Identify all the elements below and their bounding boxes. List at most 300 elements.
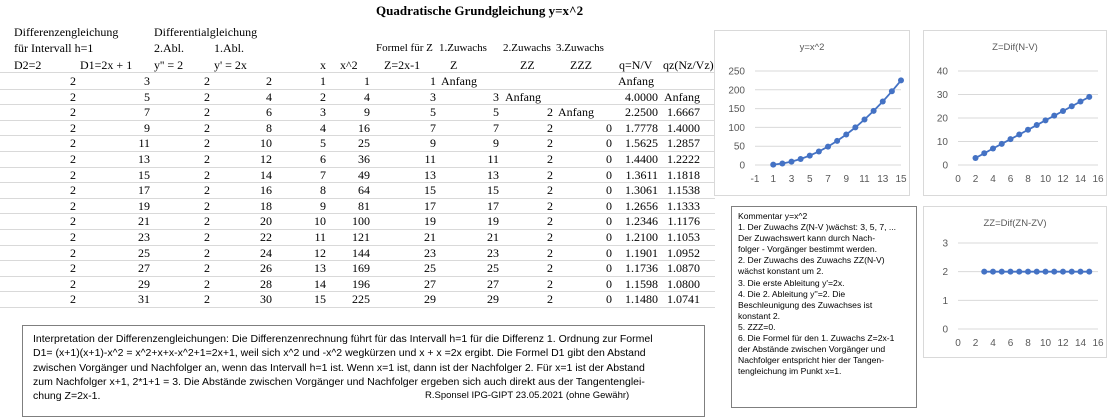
data-point [1069, 269, 1075, 275]
table-cell[interactable]: 0 [606, 261, 612, 276]
table-cell[interactable]: 1.0741 [667, 292, 700, 307]
series-line [773, 80, 901, 164]
interpretation-line: zwischen Vorgänger und Nachfolger an, wenn das Intervall h=1 ist. Wenn x=1 ist, dann ist der Nachfolger 2. Für x=1 ist der Abstand [33, 361, 645, 374]
chart-title: y=x^2 [799, 42, 825, 53]
table-cell[interactable]: 31 [138, 292, 150, 307]
table-cell[interactable]: 2 [547, 214, 553, 229]
table-cell[interactable]: 1.7778 [625, 120, 658, 135]
header-2-zuwachs[interactable]: 2.Zuwachs [503, 42, 551, 54]
header-x[interactable]: x [320, 58, 326, 72]
table-cell[interactable]: 9 [144, 120, 150, 135]
chart-z[interactable] [923, 30, 1107, 196]
y-tick-label: 50 [733, 141, 745, 153]
table-cell[interactable]: 2 [204, 74, 210, 88]
table-cell[interactable]: 25 [358, 136, 370, 151]
table-cell[interactable]: 2 [547, 198, 553, 213]
y-tick-label: 0 [739, 160, 745, 172]
table-cell[interactable]: Anfang [618, 74, 654, 88]
table-cell[interactable]: 19 [138, 198, 150, 213]
header-differenzengleichung[interactable]: Differenzengleichung [14, 25, 119, 39]
table-cell[interactable]: 2 [547, 183, 553, 198]
table-cell[interactable]: 15 [424, 183, 436, 198]
comment-lines [738, 211, 910, 377]
table-cell[interactable]: 7 [144, 105, 150, 120]
y-tick-label: 100 [728, 122, 745, 134]
table-cell[interactable]: 1.1736 [625, 261, 658, 276]
table-cell[interactable]: 21 [424, 230, 436, 244]
table-cell[interactable]: 21 [487, 230, 499, 244]
table-cell[interactable]: 196 [352, 276, 370, 291]
y-tick-label: 10 [936, 137, 948, 148]
x-tick-label: 14 [1074, 338, 1087, 349]
table-cell[interactable]: 1.1598 [625, 276, 658, 291]
comment-line: 4. Die 2. Ableitung y''=2. Die [738, 288, 846, 299]
header-zzz[interactable]: ZZZ [570, 58, 592, 72]
table-cell[interactable]: 17 [138, 183, 150, 198]
table-cell[interactable]: 2 [204, 245, 210, 260]
data-point [807, 153, 813, 159]
table-cell[interactable]: 100 [352, 214, 370, 229]
header-z[interactable]: Z [450, 58, 458, 72]
table-cell[interactable]: 6 [266, 105, 272, 120]
data-point [999, 141, 1005, 147]
table-cell[interactable]: 2 [547, 276, 553, 291]
table-cell[interactable]: 2 [204, 276, 210, 291]
table-cell[interactable]: 3 [144, 74, 150, 88]
table-cell[interactable]: 0 [606, 230, 612, 244]
table-cell[interactable]: 5 [493, 105, 499, 120]
table-cell[interactable]: 0 [606, 152, 612, 166]
data-point [973, 155, 979, 161]
header-d2[interactable]: D2=2 [14, 58, 42, 72]
table-cell[interactable]: 11 [424, 152, 436, 166]
x-tick-label: 8 [1025, 338, 1031, 349]
table-cell[interactable]: 16 [260, 183, 272, 198]
x-tick-label: 13 [877, 174, 889, 185]
table-cell[interactable]: 3 [493, 89, 499, 104]
comment-line: 3. Die erste Ableitung y'=2x. [738, 277, 845, 288]
header-qz[interactable]: qz(Nz/Vz) [663, 58, 714, 72]
table-cell[interactable]: 2 [70, 120, 76, 135]
table-cell[interactable]: 225 [352, 292, 370, 307]
x-tick-label: 5 [806, 174, 813, 185]
table-cell[interactable]: 1.3061 [625, 183, 658, 198]
comment-line: 5. ZZZ=0. [738, 321, 776, 332]
table-cell[interactable]: 30 [260, 292, 272, 307]
table-cell[interactable]: 2 [547, 245, 553, 260]
table-cell[interactable]: 13 [138, 152, 150, 166]
data-point [1060, 108, 1066, 114]
table-cell[interactable]: 1.0952 [667, 245, 700, 260]
table-cell[interactable]: 2 [70, 261, 76, 276]
data-point [1069, 103, 1075, 109]
table-cell[interactable]: 26 [260, 261, 272, 276]
table-cell[interactable]: 27 [424, 276, 436, 291]
x-tick-label: 7 [825, 174, 831, 185]
interpretation-line: D1= (x+1)(x+1)-x^2 = x^2+x+x-x^2+1=2x+1, weil sich x^2 und -x^2 wegkürzen und x + x =2x ergibt. Die Formel D1 gibt den Abstand [33, 347, 646, 360]
data-point [1078, 99, 1084, 105]
table-cell[interactable]: 23 [487, 245, 499, 260]
x-tick-label: 6 [1007, 174, 1014, 185]
table-cell[interactable]: 169 [352, 261, 370, 276]
table-cell[interactable]: 1.1818 [667, 167, 700, 182]
table-cell[interactable]: 2 [204, 152, 210, 166]
table-cell[interactable]: 2 [204, 261, 210, 276]
x-tick-label: 0 [955, 174, 961, 185]
table-cell[interactable]: 2 [547, 120, 553, 135]
table-cell[interactable]: 13 [487, 167, 499, 182]
header-3-zuwachs[interactable]: 3.Zuwachs [556, 42, 604, 54]
table-cell[interactable]: 1.0800 [667, 276, 700, 291]
chart-y-x2-svg [715, 31, 909, 195]
table-cell[interactable]: 23 [138, 230, 150, 244]
table-cell[interactable]: 11 [138, 136, 150, 151]
table-cell[interactable]: 2 [70, 74, 76, 88]
table-cell[interactable]: 121 [352, 230, 370, 244]
table-cell[interactable]: 2 [70, 183, 76, 198]
table-cell[interactable]: 17 [487, 198, 499, 213]
table-cell[interactable]: 25 [138, 245, 150, 260]
table-cell[interactable]: 4 [266, 89, 272, 104]
header-formel-fuer-z[interactable]: Formel für Z [376, 42, 433, 54]
table-cell[interactable]: 18 [260, 198, 272, 213]
table-cell[interactable]: 13 [424, 167, 436, 182]
table-cell[interactable]: 25 [424, 261, 436, 276]
header-z-formula[interactable]: Z=2x-1 [384, 58, 421, 72]
table-cell[interactable]: 2 [547, 152, 553, 166]
table-cell[interactable]: 2 [70, 105, 76, 120]
data-point [843, 132, 849, 138]
comment-line: konstant 2. [738, 310, 781, 321]
header-1abl[interactable]: 1.Abl. [214, 41, 244, 55]
table-cell[interactable]: 0 [606, 276, 612, 291]
table-cell[interactable]: 8 [320, 183, 326, 198]
table-cell[interactable]: 2 [204, 292, 210, 307]
table-cell[interactable]: 0 [606, 183, 612, 198]
table-cell[interactable]: 15 [138, 167, 150, 182]
table-cell[interactable]: 15 [314, 292, 326, 307]
table-cell[interactable]: 3 [430, 89, 436, 104]
table-cell[interactable]: 2 [70, 89, 76, 104]
chart-zz-svg [924, 207, 1106, 357]
table-cell[interactable]: 2 [70, 167, 76, 182]
data-point [1043, 117, 1049, 123]
data-point [825, 144, 831, 150]
table-cell[interactable]: 9 [430, 136, 436, 151]
x-tick-label: 1 [770, 174, 777, 185]
table-cell[interactable]: 2 [204, 183, 210, 198]
x-tick-label: 4 [990, 174, 996, 185]
table-cell[interactable]: 36 [358, 152, 370, 166]
table-cell[interactable]: 1.4000 [667, 120, 700, 135]
data-point [1078, 269, 1084, 275]
table-cell[interactable]: 1.1053 [667, 230, 700, 244]
data-point [880, 98, 886, 104]
comment-line: Der Zuwachswert kann durch Nach- [738, 233, 876, 244]
table-cell[interactable]: 0 [606, 198, 612, 213]
table-cell[interactable]: 9 [364, 105, 370, 120]
table-cell[interactable]: 2 [204, 105, 210, 120]
data-point [1008, 136, 1014, 142]
table-cell[interactable]: 12 [260, 152, 272, 166]
table-cell[interactable]: 16 [358, 120, 370, 135]
data-point [789, 159, 795, 165]
table-cell[interactable]: 1.2222 [667, 152, 700, 166]
table-cell[interactable]: 2 [547, 136, 553, 151]
header-y2[interactable]: y'' = 2 [154, 58, 184, 72]
table-cell[interactable]: 1.1901 [625, 245, 658, 260]
table-cell[interactable]: 2 [547, 261, 553, 276]
interpretation-box [22, 325, 705, 417]
x-tick-label: 16 [1092, 338, 1104, 349]
table-cell[interactable]: 6 [320, 152, 326, 166]
table-cell[interactable]: 2 [547, 105, 553, 120]
x-tick-label: 6 [1007, 338, 1014, 349]
table-cell[interactable]: 7 [320, 167, 326, 182]
table-cell[interactable]: 2 [204, 136, 210, 151]
table-cell[interactable]: 4.0000 [625, 89, 658, 104]
x-tick-label: 15 [895, 174, 907, 185]
table-cell[interactable]: Anfang [441, 74, 477, 88]
table-cell[interactable]: 19 [487, 214, 499, 229]
table-cell[interactable]: 2 [70, 292, 76, 307]
table-cell[interactable]: 28 [260, 276, 272, 291]
x-tick-label: 16 [1092, 174, 1104, 185]
data-point [990, 146, 996, 152]
table-cell[interactable]: 25 [487, 261, 499, 276]
table-cell[interactable]: 5 [320, 136, 326, 151]
table-cell[interactable]: 8 [266, 120, 272, 135]
y-tick-label: 200 [728, 85, 745, 97]
data-point [816, 148, 822, 154]
table-cell[interactable]: 2 [204, 198, 210, 213]
y-tick-label: 0 [942, 324, 948, 336]
y-tick-label: 1 [942, 295, 948, 307]
table-cell[interactable]: 2 [204, 230, 210, 244]
table-cell[interactable]: 1.1176 [667, 214, 700, 229]
table-cell[interactable]: 1.0870 [667, 261, 700, 276]
chart-title: ZZ=Dif(ZN-ZV) [983, 218, 1047, 229]
table-cell[interactable]: 11 [487, 152, 499, 166]
table-cell[interactable]: 2 [70, 276, 76, 291]
table-cell[interactable]: 13 [314, 261, 326, 276]
header-zz[interactable]: ZZ [520, 58, 535, 72]
table-cell[interactable]: 15 [487, 183, 499, 198]
table-cell[interactable]: 2 [70, 230, 76, 244]
header-differentialgleichung[interactable]: Differentialgleichung [154, 25, 258, 39]
table-cell[interactable]: 4 [320, 120, 326, 135]
table-cell[interactable]: 2 [266, 74, 272, 88]
table-cell[interactable]: 0 [606, 167, 612, 182]
table-cell[interactable]: 11 [314, 230, 326, 244]
x-tick-label: 4 [990, 338, 996, 349]
data-point [898, 77, 904, 83]
data-point [1060, 269, 1066, 275]
table-cell[interactable]: 4 [364, 89, 370, 104]
header-y1[interactable]: y' = 2x [214, 58, 247, 72]
chart-zz[interactable] [923, 206, 1107, 358]
table-cell[interactable]: 1 [364, 74, 370, 88]
comment-line: 1. Der Zuwachs Z(N-V )wächst: 3, 5, 7, ... [738, 222, 897, 233]
table-cell[interactable]: 5 [144, 89, 150, 104]
table-cell[interactable]: 0 [606, 214, 612, 229]
table-cell[interactable]: 1.2656 [625, 198, 658, 213]
data-point [798, 156, 804, 162]
data-point [1025, 269, 1031, 275]
table-cell[interactable]: 9 [320, 198, 326, 213]
comment-line: wächst konstant um 2. [738, 266, 824, 277]
table-cell[interactable]: 1.2100 [625, 230, 658, 244]
header-x2[interactable]: x^2 [340, 58, 358, 72]
table-cell[interactable]: 2 [204, 167, 210, 182]
table-cell[interactable]: 1.4400 [625, 152, 658, 166]
table-cell[interactable]: 21 [138, 214, 150, 229]
table-cell[interactable]: 1.1538 [667, 183, 700, 198]
table-cell[interactable]: 0 [606, 136, 612, 151]
data-point [1086, 94, 1092, 100]
table-cell[interactable]: 9 [493, 136, 499, 151]
table-cell[interactable]: 10 [260, 136, 272, 151]
table-cell[interactable]: 20 [260, 214, 272, 229]
x-tick-label: -1 [750, 174, 760, 185]
x-tick-label: 8 [1025, 174, 1031, 185]
table-cell[interactable]: 2 [547, 167, 553, 182]
interpretation-line: Interpretation der Differenzengleichungen: Die Differenzenrechnung führt für das Intervall h=1 für die Differenz 1. Ordnung zur Formel [33, 333, 653, 345]
data-point [1051, 269, 1057, 275]
table-cell[interactable]: 1.1333 [667, 198, 700, 213]
x-tick-label: 0 [955, 338, 961, 349]
table-cell[interactable]: Anfang [505, 89, 541, 104]
x-tick-label: 3 [788, 174, 795, 185]
header-2abl[interactable]: 2.Abl. [154, 41, 184, 55]
table-cell[interactable]: 7 [430, 120, 436, 135]
data-point [871, 108, 877, 114]
table-cell[interactable]: 3 [320, 105, 326, 120]
data-point [981, 269, 987, 275]
table-cell[interactable]: 2 [204, 89, 210, 104]
table-cell[interactable]: 2 [70, 136, 76, 151]
x-tick-label: 2 [972, 174, 979, 185]
chart-y-x2[interactable] [714, 30, 910, 196]
table-cell[interactable]: 1.5625 [625, 136, 658, 151]
y-tick-label: 30 [936, 90, 948, 101]
table-cell[interactable]: Anfang [558, 105, 594, 120]
table-cell[interactable]: 1 [430, 74, 436, 88]
table-cell[interactable]: 2 [204, 214, 210, 229]
table-cell[interactable]: 64 [358, 183, 370, 198]
table-cell[interactable]: 23 [424, 245, 436, 260]
table-cell[interactable]: 1.3611 [625, 167, 658, 182]
header-1-zuwachs[interactable]: 1.Zuwachs [439, 42, 487, 54]
table-cell[interactable]: 2 [204, 120, 210, 135]
table-cell[interactable]: 49 [358, 167, 370, 182]
table-cell[interactable]: 2 [547, 230, 553, 244]
header-d1[interactable]: D1=2x + 1 [80, 58, 133, 72]
table-cell[interactable]: 0 [606, 245, 612, 260]
table-cell[interactable]: 29 [138, 276, 150, 291]
x-tick-label: 10 [1039, 338, 1052, 349]
comment-line: Beschleunigung des Zuwachses ist [738, 299, 873, 310]
x-tick-label: 10 [1039, 174, 1052, 185]
table-cell[interactable]: 10 [314, 214, 326, 229]
interpretation-line: chung Z=2x-1. [33, 390, 101, 403]
data-point [1034, 269, 1040, 275]
table-cell[interactable]: 14 [314, 276, 326, 291]
header-intervall[interactable]: für Intervall h=1 [14, 41, 94, 55]
table-cell[interactable]: 2 [547, 292, 553, 307]
table-cell[interactable]: 2.2500 [625, 105, 658, 120]
table-cell[interactable]: 0 [606, 292, 612, 307]
table-cell[interactable]: 27 [138, 261, 150, 276]
data-point [834, 138, 840, 144]
data-point [862, 117, 868, 123]
header-q[interactable]: q=N/V [619, 58, 653, 72]
data-point [1051, 113, 1057, 119]
y-tick-label: 3 [942, 238, 948, 250]
sheet-title-text: Quadratische Grundgleichung y=x^2 [376, 3, 584, 18]
y-tick-label: 20 [936, 113, 948, 125]
table-cell[interactable]: 24 [260, 245, 272, 260]
data-point [1008, 269, 1014, 275]
x-tick-label: 11 [859, 174, 870, 185]
table-cell[interactable]: 27 [487, 276, 499, 291]
data-point [990, 269, 996, 275]
table-cell[interactable]: 5 [430, 105, 436, 120]
x-tick-label: 12 [1057, 174, 1069, 185]
x-tick-label: 14 [1074, 174, 1087, 185]
y-tick-label: 0 [942, 160, 948, 172]
comment-line: tengleichung im Punkt x=1. [738, 366, 842, 377]
grid-line [0, 307, 715, 308]
table-cell[interactable]: 2 [70, 245, 76, 260]
table-cell[interactable]: 1.6667 [667, 105, 700, 120]
data-point [999, 269, 1005, 275]
table-cell[interactable]: 2 [70, 214, 76, 229]
y-tick-label: 150 [728, 104, 745, 116]
table-cell[interactable]: 2 [70, 152, 76, 166]
table-cell[interactable]: 144 [352, 245, 370, 260]
table-cell[interactable]: 22 [260, 230, 272, 244]
table-cell[interactable]: 19 [424, 214, 436, 229]
table-cell[interactable]: 1.1480 [625, 292, 658, 307]
table-cell[interactable]: Anfang [664, 89, 700, 104]
table-cell[interactable]: 0 [606, 120, 612, 135]
table-cell[interactable]: 7 [493, 120, 499, 135]
table-cell[interactable]: 12 [314, 245, 326, 260]
data-point [1016, 269, 1022, 275]
y-tick-label: 2 [942, 267, 948, 279]
x-tick-label: 12 [1057, 338, 1069, 349]
comment-line: der Abstände zwischen Vorgänger und [738, 344, 886, 355]
table-cell[interactable]: 29 [424, 292, 436, 307]
data-point [889, 88, 895, 94]
table-cell[interactable]: 29 [487, 292, 499, 307]
table-cell[interactable]: 17 [424, 198, 436, 213]
interpretation-line: zum Nachfolger x+1, 2*1+1 = 3. Die Abstände zwischen Vorgänger und Nachfolger ergeben sich auch direkt aus der Tangentenglei- [33, 375, 645, 388]
interpretation-last-line [33, 389, 694, 403]
comment-line: 2. Der Zuwachs des Zuwachs ZZ(N-V) [738, 255, 885, 266]
table-cell[interactable]: 2 [70, 198, 76, 213]
data-point [1086, 269, 1092, 275]
table-cell[interactable]: 1.2346 [625, 214, 658, 229]
table-cell[interactable]: 2 [320, 89, 326, 104]
table-cell[interactable]: 14 [260, 167, 272, 182]
data-point [1043, 269, 1049, 275]
table-cell[interactable]: 81 [358, 198, 370, 213]
comment-line: folger - Vorgänger bestimmt werden. [738, 244, 877, 255]
table-cell[interactable]: 1 [320, 74, 326, 88]
table-cell[interactable]: 1.2857 [667, 136, 700, 151]
